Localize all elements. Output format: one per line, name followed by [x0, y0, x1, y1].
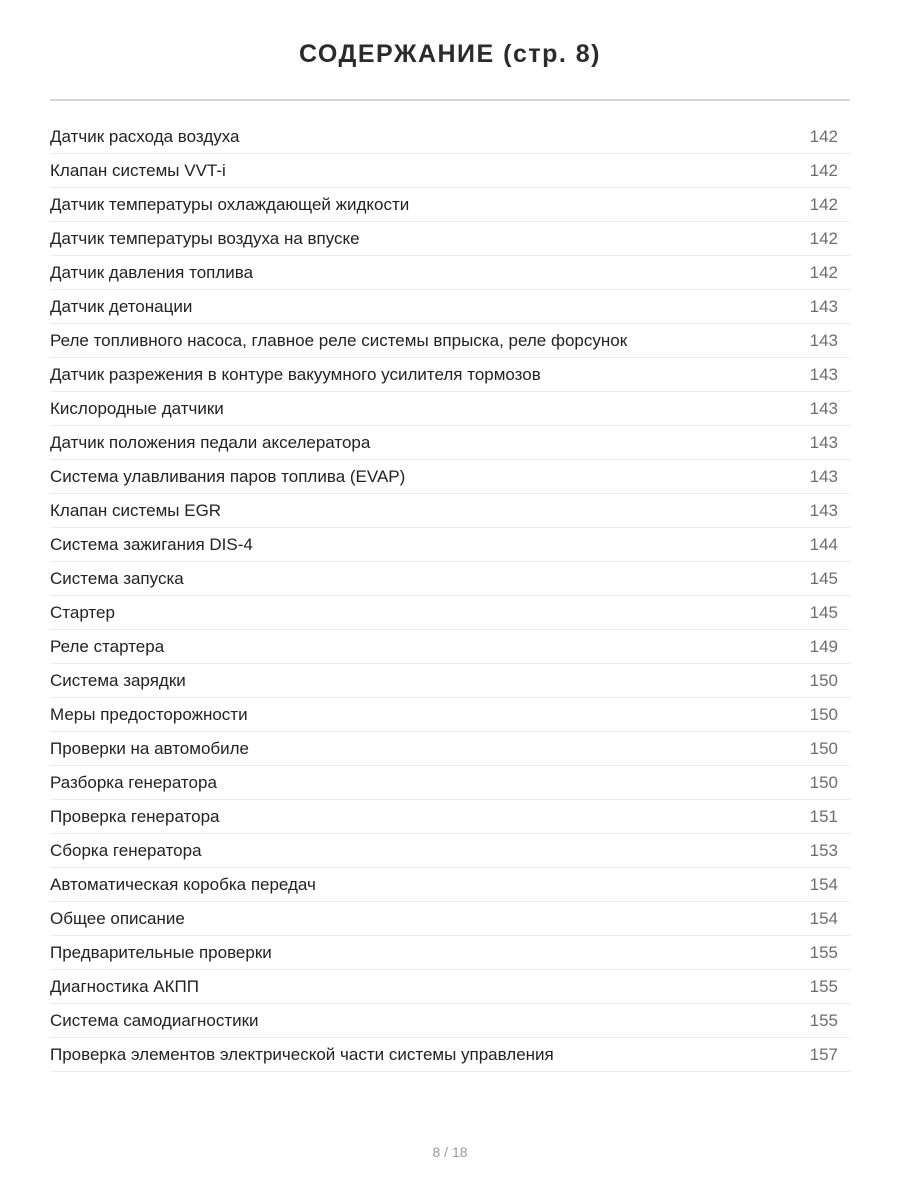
page-title: СОДЕРЖАНИЕ (стр. 8): [298, 40, 602, 68]
page-number-footer: 8 / 18: [432, 1144, 468, 1160]
toc-entry[interactable]: [50, 698, 850, 732]
toc-entry-title: Общее описание: [50, 909, 185, 928]
toc-entry[interactable]: [50, 392, 850, 426]
toc-entry-title: Система запуска: [50, 569, 184, 588]
toc-entry-page-number: 143: [809, 433, 838, 452]
toc-entry[interactable]: [50, 902, 850, 936]
toc-entry-page-number: 150: [809, 671, 838, 690]
toc-entry[interactable]: [50, 800, 850, 834]
toc-entry-title: Проверка генератора: [50, 807, 220, 826]
toc-entry[interactable]: [50, 426, 850, 460]
toc-entry-page-number: 143: [809, 467, 838, 486]
toc-entry-title: Меры предосторожности: [50, 705, 248, 724]
toc-entry-page-number: 157: [809, 1045, 838, 1064]
toc-entry-page-number: 155: [809, 943, 838, 962]
toc-entry-page-number: 142: [809, 127, 838, 146]
toc-entry-title: Реле топливного насоса, главное реле системы впрыска, реле форсунок: [50, 331, 628, 350]
toc-entry[interactable]: [50, 324, 850, 358]
toc-entry-title: Сборка генератора: [50, 841, 202, 860]
toc-entry-title: Предварительные проверки: [50, 943, 272, 962]
toc-entry[interactable]: [50, 562, 850, 596]
toc-entry[interactable]: [50, 528, 850, 562]
toc-entry-page-number: 144: [809, 535, 838, 554]
toc-entry[interactable]: [50, 868, 850, 902]
toc-entry-page-number: 143: [809, 399, 838, 418]
toc-entry[interactable]: [50, 290, 850, 324]
toc-entry-page-number: 155: [809, 977, 838, 996]
toc-entry[interactable]: [50, 460, 850, 494]
toc-entry-page-number: 143: [809, 331, 838, 350]
toc-entry-title: Датчик давления топлива: [50, 263, 254, 282]
toc-entry-title: Датчик расхода воздуха: [50, 127, 240, 146]
table-of-contents: [50, 120, 850, 1072]
toc-entry-page-number: 145: [809, 603, 838, 622]
toc-entry-title: Автоматическая коробка передач: [50, 875, 316, 894]
toc-entry[interactable]: [50, 256, 850, 290]
toc-entry-page-number: 143: [809, 297, 838, 316]
toc-entry-page-number: 151: [809, 807, 838, 826]
toc-entry-page-number: 149: [809, 637, 838, 656]
toc-entry[interactable]: [50, 358, 850, 392]
toc-entry-page-number: 145: [809, 569, 838, 588]
toc-entry-title: Датчик положения педали акселератора: [50, 433, 371, 452]
toc-entry-page-number: 155: [809, 1011, 838, 1030]
toc-entry-title: Система улавливания паров топлива (EVAP): [50, 467, 406, 486]
toc-entry[interactable]: [50, 936, 850, 970]
toc-entry-page-number: 150: [809, 705, 838, 724]
toc-entry[interactable]: [50, 154, 850, 188]
toc-entry[interactable]: [50, 120, 850, 154]
toc-entry-title: Система самодиагностики: [50, 1011, 259, 1030]
toc-entry-title: Стартер: [50, 603, 115, 622]
toc-entry-title: Датчик температуры воздуха на впуске: [50, 229, 360, 248]
toc-entry-title: Система зарядки: [50, 671, 186, 690]
toc-entry-title: Клапан системы EGR: [50, 501, 222, 520]
toc-entry[interactable]: [50, 664, 850, 698]
toc-entry-page-number: 143: [809, 501, 838, 520]
toc-entry-page-number: 150: [809, 773, 838, 792]
toc-entry-title: Реле стартера: [50, 637, 165, 656]
toc-entry[interactable]: [50, 596, 850, 630]
toc-entry-title: Проверка элементов электрической части системы управления: [50, 1045, 554, 1064]
toc-entry[interactable]: [50, 188, 850, 222]
toc-entry-page-number: 142: [809, 161, 838, 180]
toc-entry-title: Датчик разрежения в контуре вакуумного усилителя тормозов: [50, 365, 541, 384]
toc-entry-page-number: 142: [809, 263, 838, 282]
toc-entry[interactable]: [50, 970, 850, 1004]
title-divider: [50, 99, 850, 101]
toc-entry-title: Датчик детонации: [50, 297, 193, 316]
toc-entry[interactable]: [50, 630, 850, 664]
toc-entry-page-number: 154: [809, 875, 838, 894]
toc-entry-title: Проверки на автомобиле: [50, 739, 250, 758]
toc-entry[interactable]: [50, 732, 850, 766]
toc-entry-title: Клапан системы VVT-i: [50, 161, 226, 180]
toc-entry-page-number: 143: [809, 365, 838, 384]
toc-entry[interactable]: [50, 494, 850, 528]
toc-entry-page-number: 142: [809, 229, 838, 248]
toc-entry-page-number: 154: [809, 909, 838, 928]
toc-entry[interactable]: [50, 834, 850, 868]
toc-entry-page-number: 142: [809, 195, 838, 214]
toc-entry-page-number: 153: [809, 841, 838, 860]
toc-entry[interactable]: [50, 766, 850, 800]
toc-entry[interactable]: [50, 1004, 850, 1038]
toc-entry-title: Диагностика АКПП: [50, 977, 199, 996]
toc-entry-title: Система зажигания DIS-4: [50, 535, 253, 554]
toc-entry-title: Датчик температуры охлаждающей жидкости: [50, 195, 410, 214]
toc-entry-title: Разборка генератора: [50, 773, 217, 792]
toc-entry-page-number: 150: [809, 739, 838, 758]
toc-entry-title: Кислородные датчики: [50, 399, 224, 418]
toc-entry[interactable]: [50, 222, 850, 256]
toc-entry[interactable]: [50, 1038, 850, 1072]
